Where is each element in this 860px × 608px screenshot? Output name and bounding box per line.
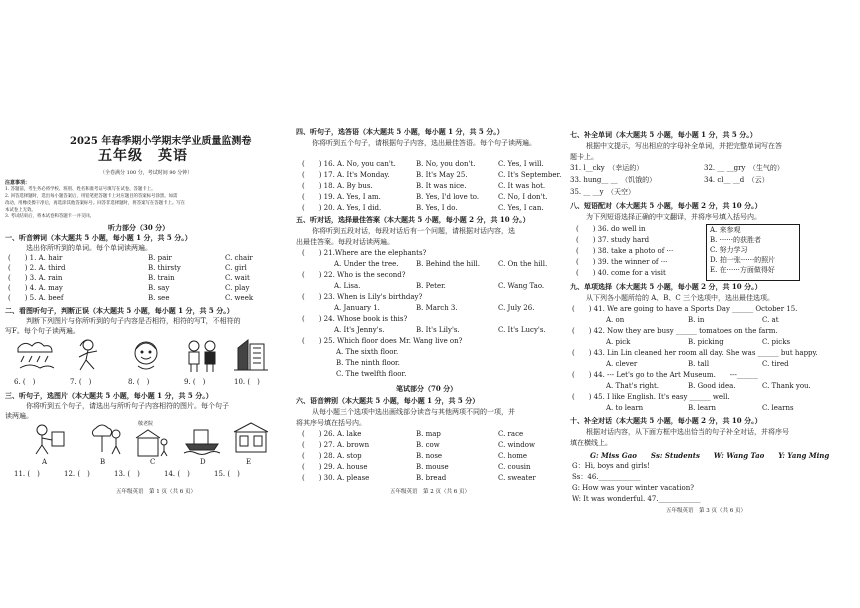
option-c: C. sweater — [498, 474, 536, 482]
option-a: A. Under the tree. — [334, 260, 399, 268]
notice-line: 2. 回答选择题时，选出每小题答案后，用铅笔把答题卡上对应题目的答案标号涂黑。如需 — [5, 194, 178, 199]
exam-page-1 — [0, 0, 280, 608]
option-c: C. at — [762, 316, 779, 324]
question-1: ( ) 1. A. hair — [8, 254, 63, 262]
picture-smiling-child — [128, 338, 164, 374]
exam-page-3 — [562, 0, 860, 608]
question-16: ( ) 16. A. No, you can't. — [302, 160, 396, 168]
question-12-answer[interactable]: 12. ( ) — [64, 470, 90, 478]
notice-line: 3. 考试结束后，将本试卷和答题卡一并交回。 — [5, 214, 95, 219]
section-10-instructions-cont: 填在横线上。 — [570, 439, 612, 447]
picture-d-boat — [182, 422, 222, 456]
option-c: C. window — [498, 441, 535, 449]
option-b: B. It's May 25. — [416, 171, 468, 179]
dialogue-line-blank-46: Ss：46.____________ — [572, 473, 641, 481]
translation-option-d: D. 拍一张······的照片 — [710, 256, 776, 264]
question-21: ( ) 21.Where are the elephants? — [302, 249, 427, 257]
option-c: C. girl — [225, 264, 247, 272]
picture-label-d: D — [200, 458, 206, 466]
picture-label-a: A — [42, 458, 48, 466]
section-1-instructions: 选出你所听到的单词。每个单词读两遍。 — [26, 244, 152, 252]
page-3-footer: 五年级英语 第 3 页（共 6 页） — [666, 508, 746, 514]
option-b: B. picking — [688, 338, 724, 346]
translation-option-e: E. 在······方面做得好 — [710, 266, 775, 274]
option-c: C. picks — [762, 338, 791, 346]
question-22: ( ) 22. Who is the second? — [302, 271, 406, 279]
nursing-home-sign: 敬老院 — [138, 421, 154, 427]
question-37: ( ) 37. study hard — [576, 236, 650, 244]
option-b: B. thirsty — [148, 264, 181, 272]
section-5-instructions: 你将听到五段对话，每段对话后有一个问题，请根据对话内容，选 — [312, 227, 515, 235]
picture-label-e: E — [246, 458, 252, 466]
listening-part-heading: 听力部分（30 分） — [108, 223, 170, 232]
option-b: B. Good idea. — [688, 382, 736, 390]
question-29: ( ) 29. A. house — [302, 463, 368, 471]
question-25: ( ) 25. Which floor does Mr. Wang live on? — [302, 337, 463, 345]
page-2-footer: 五年级英语 第 2 页（共 6 页） — [390, 489, 470, 495]
section-6-instructions: 从每小题三个选项中选出画线部分读音与其他两项不同的一项，并 — [312, 408, 515, 416]
question-3: ( ) 3. A. rain — [8, 274, 63, 282]
dialogue-line: G：Hi, boys and girls! — [572, 462, 650, 470]
option-a: A. Lisa. — [334, 282, 361, 290]
notice-line: 本试卷上无效。 — [5, 208, 36, 213]
question-36: ( ) 36. do well in — [576, 225, 646, 233]
question-45: ( ) 45. I like English. It's easy ______ well. — [572, 393, 730, 401]
option-a: A. January 1. — [334, 304, 380, 312]
question-27: ( ) 27. A. brown — [302, 441, 370, 449]
option-b: B. The ninth floor. — [336, 359, 400, 367]
question-32: 32. __ __gry （生气的） — [704, 164, 784, 172]
option-c: C. week — [225, 294, 254, 302]
picture-a-girl-drawing — [30, 422, 66, 456]
question-23: ( ) 23. When is Lily's birthday? — [302, 293, 423, 301]
option-a: A. clever — [606, 360, 638, 368]
picture-e-library — [232, 420, 270, 456]
question-40: ( ) 40. come for a visit — [576, 269, 666, 277]
option-c: C. The twelfth floor. — [336, 370, 407, 378]
option-b: B. cow — [416, 441, 440, 449]
question-17: ( ) 17. A. It's Monday. — [302, 171, 390, 179]
question-5: ( ) 5. A. beef — [8, 294, 64, 302]
option-b: B. Yes, I do. — [416, 204, 458, 212]
section-5-instructions-cont: 出最佳答案。每段对话读两遍。 — [296, 238, 394, 246]
option-c: C. Yes, I will. — [498, 160, 544, 168]
section-4-instructions: 你将听到五个句子，请根据句子内容，选出最佳答语。每个句子读两遍。 — [312, 139, 536, 147]
option-c: C. Wang Tao. — [498, 282, 545, 290]
option-c: C. home — [498, 452, 528, 460]
option-b: B. bread — [416, 474, 447, 482]
option-a: A. on — [606, 316, 625, 324]
dialogue-roles: G: Miss Gao Ss: Students W: Wang Tao Y: Yang Ming — [590, 451, 830, 460]
option-a: A. to learn — [606, 404, 644, 412]
option-a: A. It's Jenny's. — [334, 326, 385, 334]
section-4-title: 四、听句子，选答语（本大题共 5 小题，每小题 1 分，共 5 分。） — [296, 127, 504, 136]
question-4: ( ) 4. A. may — [8, 284, 63, 292]
option-b: B. It's Lily's. — [416, 326, 460, 334]
option-a: A. That's right. — [606, 382, 660, 390]
option-b: B. say — [148, 284, 170, 292]
option-c: C. play — [225, 284, 250, 292]
picture-building — [232, 336, 270, 374]
section-3-instructions-cont: 读两遍。 — [5, 412, 33, 420]
option-c: C. wait — [225, 274, 250, 282]
option-c: C. learns — [762, 404, 794, 412]
option-b: B. in — [688, 316, 705, 324]
question-35: 35. __ __y （天空） — [570, 188, 636, 196]
translation-option-b: B. ······的获胜者 — [710, 236, 761, 244]
exam-page-2 — [288, 0, 560, 608]
question-19: ( ) 19. A. Yes, I am. — [302, 193, 381, 201]
option-c: C. July 26. — [498, 304, 535, 312]
dialogue-line: G: How was your winter vacation? — [572, 484, 694, 492]
notice-line: 改动，用橡皮擦干净后，再选涂其他答案标号。回答非选择题时，将答案写在答题卡上。写在 — [5, 201, 186, 206]
option-c: C. No, I don't. — [498, 193, 548, 201]
option-b: B. It was nice. — [416, 182, 467, 190]
option-c: C. It's September. — [498, 171, 562, 179]
section-1-title: 一、听音辨词（本大题共 5 小题，每小题 1 分，共 5 分。） — [5, 233, 192, 242]
picture-label-c: C — [150, 458, 156, 466]
question-11-answer[interactable]: 11. ( ) — [14, 470, 40, 478]
section-2-instructions-cont: 写F。每个句子读两遍。 — [5, 327, 80, 335]
question-43: ( ) 43. Lin Lin cleaned her room all day. She was ______ but happy. — [572, 349, 818, 357]
option-c: C. chair — [225, 254, 253, 262]
section-9-title: 九、单项选择（本大题共 5 小题，每小题 2 分，共 10 分。） — [570, 282, 762, 291]
question-38: ( ) 38. take a photo of ··· — [576, 247, 674, 255]
notice-line: 1. 答题前，考生务必将学校、班别、姓名和准考证号填写在试卷、答题卡上。 — [5, 187, 156, 192]
option-b: B. map — [416, 430, 441, 438]
option-c: C. On the hill. — [498, 260, 548, 268]
section-7-instructions: 根据中文提示，写出相应的字母补全单词，并把完整单词写在答 — [586, 142, 782, 150]
written-part-heading: 笔试部分（70 分） — [396, 384, 458, 393]
notice-heading: 注意事项： — [5, 180, 31, 186]
option-b: B. Yes, I'd love to. — [416, 193, 480, 201]
option-b: B. train — [148, 274, 175, 282]
score-time-info: （全卷满分 100 分，考试时间 90 分钟） — [100, 170, 193, 176]
option-b: B. tall — [688, 360, 710, 368]
option-c: C. It was hot. — [498, 182, 546, 190]
question-24: ( ) 24. Whose book is this? — [302, 315, 408, 323]
option-a: A. The sixth floor. — [336, 348, 399, 356]
picture-b-tree-planting — [88, 422, 124, 456]
question-31: 31. l__cky （幸运的） — [570, 164, 644, 172]
section-7-instructions-cont: 题卡上。 — [570, 153, 598, 161]
question-33: 33. hung__ __ （饥饿的） — [570, 176, 657, 184]
section-3-title: 三、听句子，选图片（本大题共 5 小题，每小题 1 分，共 5 分。） — [5, 391, 213, 400]
translation-option-a: A. 来参观 — [710, 226, 741, 234]
exam-title: 2025 年春季期小学期末学业质量监测卷 — [70, 136, 252, 147]
section-5-title: 五、听对话，选择最佳答案（本大题共 5 小题，每小题 2 分，共 10 分。） — [296, 215, 530, 224]
option-b: B. see — [148, 294, 170, 302]
option-c: C. cousin — [498, 463, 531, 471]
question-14-answer[interactable]: 14. ( ) — [164, 470, 190, 478]
translation-option-c: C. 努力学习 — [710, 246, 748, 254]
option-c: C. Thank you. — [762, 382, 811, 390]
question-30: ( ) 30. A. please — [302, 474, 370, 482]
section-9-instructions: 从下列各小题所给的 A、B、C 三个选项中，选出最佳选项。 — [586, 294, 775, 302]
question-42: ( ) 42. Now they are busy ______ tomatoes on the farm. — [572, 327, 778, 335]
section-8-title: 八、短语配对（本大题共 5 小题，每小题 2 分，共 10 分。） — [570, 201, 762, 210]
question-34: 34. cl__ __d （云） — [704, 176, 769, 184]
option-b: B. Behind the hill. — [416, 260, 480, 268]
section-8-instructions: 为下列短语选择正确的中文翻译，并将序号填入括号内。 — [586, 213, 761, 221]
option-b: B. mouse — [416, 463, 449, 471]
option-c: C. race — [498, 430, 524, 438]
picture-rain-scene — [14, 338, 58, 372]
option-b: B. Peter. — [416, 282, 446, 290]
question-15-answer[interactable]: 15. ( ) — [214, 470, 240, 478]
option-c: C. Yes, I can. — [498, 204, 544, 212]
picture-two-students — [182, 338, 222, 374]
section-6-title: 六、语音辨别（本大题共 5 小题，每小题 1 分，共 5 分） — [296, 396, 480, 405]
option-a: A. pick — [606, 338, 631, 346]
question-20: ( ) 20. A. Yes, I did. — [302, 204, 382, 212]
section-10-title: 十、补全对话（本大题共 5 小题，每小题 2 分，共 10 分。） — [570, 416, 762, 425]
section-2-title: 二、看图听句子，判断正误（本大题共 5 小题，每小题 1 分，共 5 分。） — [5, 306, 234, 315]
question-2: ( ) 2. A. third — [8, 264, 66, 272]
question-7-answer[interactable]: 7. ( ) — [70, 378, 92, 386]
question-13-answer[interactable]: 13. ( ) — [114, 470, 140, 478]
option-b: B. learn — [688, 404, 717, 412]
option-b: B. pair — [148, 254, 172, 262]
picture-c-nursing-home — [134, 428, 170, 458]
dialogue-line-blank-47: W: It was wonderful. 47.____________ — [572, 495, 701, 503]
question-39: ( ) 39. the winner of ··· — [576, 258, 668, 266]
picture-label-b: B — [100, 458, 106, 466]
question-44: ( ) 44. --- Let's go to the Art Museum. ---______ — [572, 371, 758, 379]
question-41: ( ) 41. We are going to have a Sports Day ______ October 15. — [572, 305, 798, 313]
question-6-answer[interactable]: 6. ( ) — [14, 378, 36, 386]
question-28: ( ) 28. A. stop — [302, 452, 362, 460]
option-b: B. No, you don't. — [416, 160, 476, 168]
grade-subject: 五年级 英语 — [98, 148, 188, 164]
option-b: B. nose — [416, 452, 443, 460]
section-3-instructions: 你将听到五个句子，请选出与所听句子内容相符的图片。每个句子 — [26, 402, 229, 410]
question-8-answer[interactable]: 8. ( ) — [128, 378, 150, 386]
picture-boy-running — [70, 338, 106, 374]
option-c: C. It's Lucy's. — [498, 326, 546, 334]
question-9-answer[interactable]: 9. ( ) — [184, 378, 206, 386]
option-c: C. tired — [762, 360, 789, 368]
section-2-instructions: 判断下列图片与你所听到的句子内容是否相符，相符的写T，不相符的 — [26, 317, 241, 325]
question-10-answer[interactable]: 10. ( ) — [234, 378, 260, 386]
section-7-title: 七、补全单词（本大题共 5 小题，每小题 1 分，共 5 分。） — [570, 130, 757, 139]
option-b: B. March 3. — [416, 304, 458, 312]
section-10-instructions: 根据对话内容，从下面方框中选出恰当的句子补全对话，并将序号 — [586, 428, 789, 436]
page-1-footer: 五年级英语 第 1 页（共 6 页） — [116, 489, 196, 495]
question-26: ( ) 26. A. lake — [302, 430, 362, 438]
section-6-instructions-cont: 将其序号填在括号内。 — [296, 419, 366, 427]
question-18: ( ) 18. A. By bus. — [302, 182, 373, 190]
